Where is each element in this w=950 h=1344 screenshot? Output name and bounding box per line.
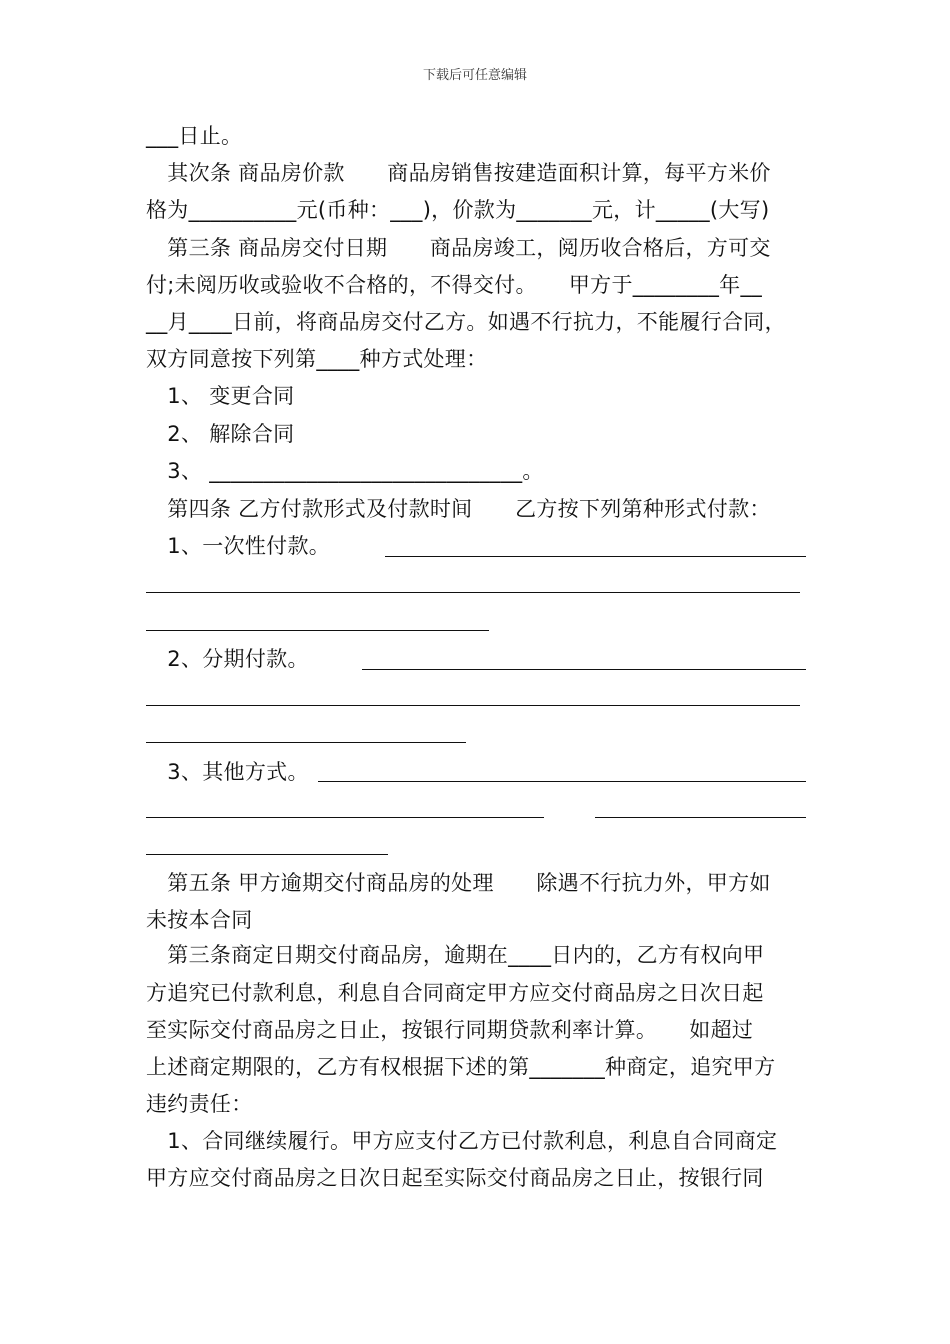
text-line: 未按本合同	[146, 908, 253, 932]
fill-blank-line	[146, 630, 489, 631]
fill-blank-line	[595, 817, 806, 818]
fill-blank-line	[146, 705, 800, 706]
text-line: 至实际交付商品房之日止，按银行同期贷款利率计算。 如超过	[146, 1018, 754, 1042]
text-line: 甲方应交付商品房之日次日起至实际交付商品房之日止，按银行同	[146, 1166, 764, 1190]
list-item: 1、 变更合同	[146, 384, 295, 408]
fill-blank-line	[146, 742, 466, 743]
page-header: 下载后可任意编辑	[422, 68, 527, 83]
text-line: ___日止。	[146, 124, 243, 148]
list-item: 2、 解除合同	[146, 422, 295, 446]
fill-blank-line	[146, 854, 388, 855]
text-line: 第五条 甲方逾期交付商品房的处理 除遇不行抗力外，甲方如	[146, 871, 771, 895]
text-line: 上述商定期限的，乙方有权根据下述的第_______种商定，追究甲方	[146, 1055, 776, 1079]
fill-blank-line	[362, 669, 806, 670]
fill-blank-line	[146, 592, 800, 593]
list-item: 1、一次性付款。	[146, 534, 331, 558]
list-item: 2、分期付款。	[146, 647, 309, 671]
fill-blank-line	[146, 817, 544, 818]
text-line: __月____日前，将商品房交付乙方。如遇不行抗力，不能履行合同，	[146, 310, 786, 334]
list-item: 3、其他方式。	[146, 760, 309, 784]
text-line: 第四条 乙方付款形式及付款时间 乙方按下列第种形式付款：	[146, 497, 771, 521]
text-line: 双方同意按下列第____种方式处理：	[146, 347, 488, 371]
text-line: 格为__________元(币种：___)，价款为_______元，计_____(大写)	[146, 198, 770, 222]
fill-blank-line	[385, 556, 806, 557]
text-line: 方追究已付款利息，利息自合同商定甲方应交付商品房之日次日起	[146, 981, 764, 1005]
text-line: 第三条 商品房交付日期 商品房竣工，阅历收合格后，方可交	[146, 236, 771, 260]
text-line: 违约责任：	[146, 1092, 253, 1116]
text-line: 第三条商定日期交付商品房，逾期在____日内的，乙方有权向甲	[146, 943, 765, 967]
text-line: 其次条 商品房价款 商品房销售按建造面积计算，每平方米价	[146, 161, 771, 185]
fill-blank-line	[318, 781, 806, 782]
list-item: 3、 _____________________________。	[146, 459, 544, 483]
text-line: 付;未阅历收或验收不合格的，不得交付。 甲方于________年__	[146, 273, 763, 297]
list-item: 1、合同继续履行。甲方应支付乙方已付款利息，利息自合同商定	[146, 1129, 778, 1153]
